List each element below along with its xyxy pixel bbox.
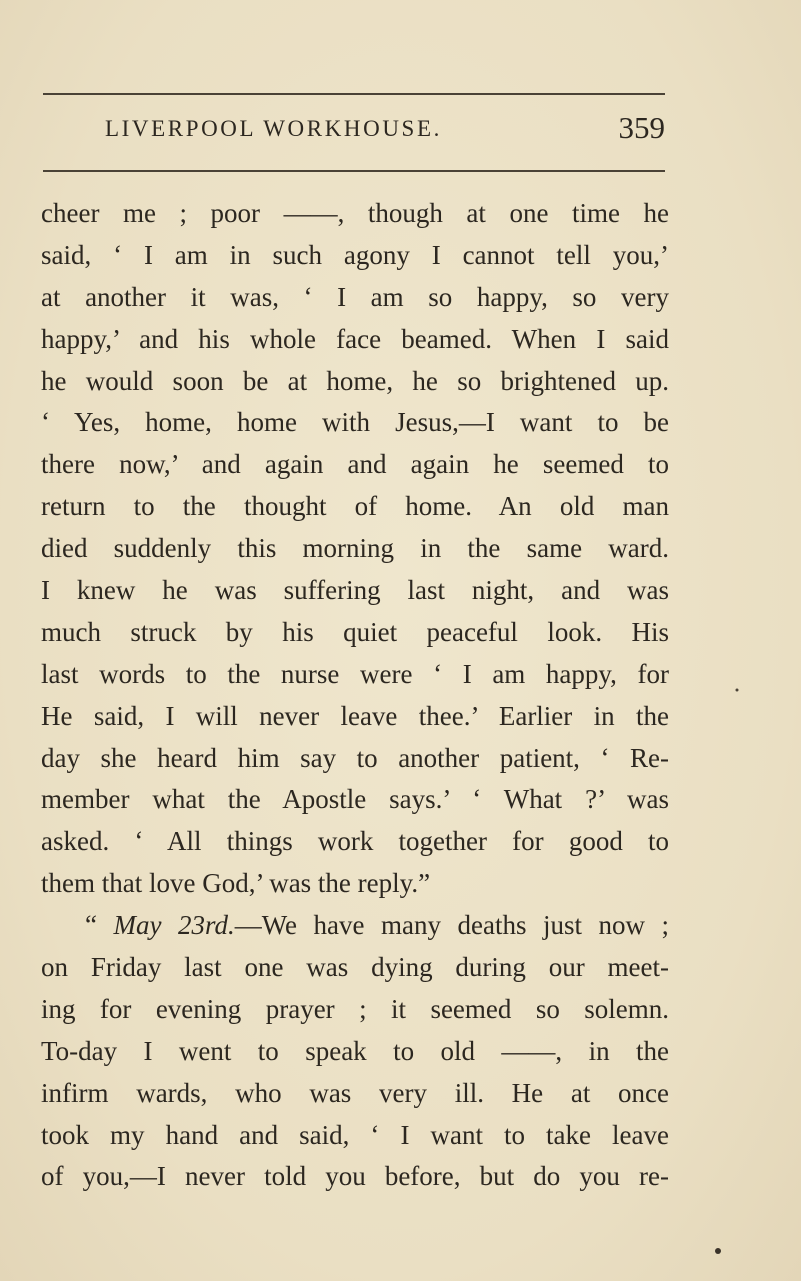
text-line: infirm wards, who was very ill. He at once (41, 1077, 669, 1108)
ink-speck (736, 689, 739, 692)
ink-speck (715, 1248, 721, 1254)
text-line: last words to the nurse were ‘ I am happy, for (41, 658, 669, 689)
entry-date: May 23rd. (113, 910, 235, 941)
text-line: happy,’ and his whole face beamed. When I said (41, 323, 669, 354)
entry-text: —We have many deaths just now ; (234, 910, 669, 941)
text-line: took my hand and said, ‘ I want to take leave (41, 1119, 669, 1150)
text-line: cheer me ; poor ——, though at one time he (41, 198, 669, 228)
text-line: at another it was, ‘ I am so happy, so very (41, 281, 669, 312)
text-line: asked. ‘ All things work together for good to (41, 826, 669, 857)
text-line: To-day I went to speak to old ——, in the (41, 1035, 669, 1066)
text-line: said, ‘ I am in such agony I cannot tell you,’ (41, 239, 669, 270)
entry-open-quote: “ (85, 910, 114, 941)
text-line: died suddenly this morning in the same ward. (41, 533, 669, 564)
page-number: 359 (618, 110, 665, 145)
text-line: member what the Apostle says.’ ‘ What ?’ was (41, 784, 669, 815)
text-line: day she heard him say to another patient, ‘ Re- (41, 742, 669, 773)
text-line: them that love God,’ was the reply.” (41, 868, 431, 899)
text-line: on Friday last one was dying during our meet- (41, 952, 669, 983)
text-line: I knew he was suffering last night, and was (41, 575, 669, 606)
running-title: LIVERPOOL WORKHOUSE. (105, 116, 442, 141)
text-line: of you,—I never told you before, but do you re- (41, 1161, 669, 1192)
text-line: return to the thought of home. An old man (41, 491, 669, 522)
text-line: much struck by his quiet peaceful look. His (41, 616, 669, 647)
text-line: ‘ Yes, home, home with Jesus,—I want to be (41, 407, 669, 438)
text-line: he would soon be at home, he so brightened up. (41, 365, 669, 396)
text-line: He said, I will never leave thee.’ Earlier in the (41, 700, 669, 731)
text-line: ing for evening prayer ; it seemed so solemn. (41, 993, 669, 1024)
text-line: there now,’ and again and again he seemed to (41, 449, 669, 480)
